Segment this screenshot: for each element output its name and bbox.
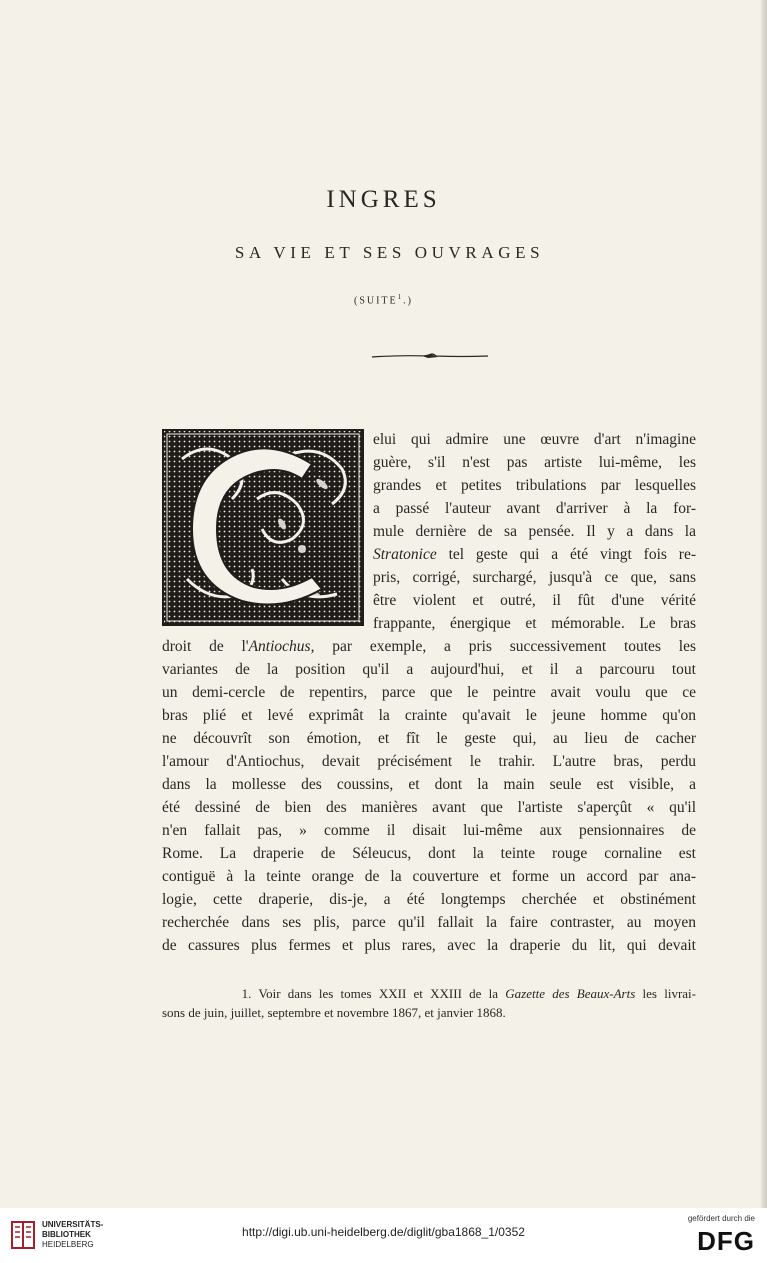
body-line-italic-start xyxy=(373,544,696,566)
dfg-logo[interactable]: DFG xyxy=(697,1226,755,1256)
body-line: recherchée dans ses plis, parce qu'il fallait la faire contraster, au moyen xyxy=(162,914,696,931)
library-line-1: UNIVERSITÄTS- xyxy=(42,1220,104,1229)
body-line: un demi-cercle de repentirs, parce que le peintre avait voulu que ce xyxy=(162,684,696,701)
body-line: Rome. La draperie de Séleucus, dont la teinte rouge cornaline est xyxy=(162,845,696,862)
body-line: frappante, énergique et mémorable. Le bras xyxy=(373,615,696,632)
journal-title: Gazette des Beaux-Arts xyxy=(505,986,636,1001)
suite-close: .) xyxy=(403,295,413,307)
painting-title: Antiochus, xyxy=(248,638,315,655)
body-line: a passé l'auteur avant d'arriver à la for- xyxy=(373,500,696,517)
body-line-rest: tel geste qui a été vingt fois re- xyxy=(448,546,696,563)
body-line: l'amour d'Antiochus, devait précisément le trahir. L'autre bras, perdu xyxy=(162,753,696,770)
ornamental-initial-C-icon xyxy=(162,429,364,626)
suite-label xyxy=(0,293,767,306)
viewer-footer xyxy=(0,1208,767,1263)
footnote-line: sons de juin, juillet, septembre et novembre 1867, et janvier 1868. xyxy=(162,1005,506,1020)
page-edge-shadow xyxy=(761,0,767,1208)
body-line: ne découvrît son émotion, et fît le geste qui, au lieu de cacher xyxy=(162,730,696,747)
painting-title: Stratonice xyxy=(373,546,437,563)
library-line-2: BIBLIOTHEK xyxy=(42,1230,91,1239)
body-line: pris, corrigé, surchargé, jusqu'à ce que, sans xyxy=(373,569,696,586)
body-line: mule dernière de sa pensée. Il y a dans la xyxy=(373,523,696,540)
body-line: variantes de la position qu'il a aujourd'hui, et il a parcouru tout xyxy=(162,661,696,678)
body-line: bras plié et levé exprimât la crainte qu'avait le jeune homme qu'on xyxy=(162,707,696,724)
body-line: être violent et outré, il fût d'une vérité xyxy=(373,592,696,609)
footnote-marker: 1 xyxy=(397,293,404,301)
decorative-rule-icon xyxy=(370,350,490,362)
body-line: contiguë à la teinte orange de la couverture et forme un accord par ana- xyxy=(162,868,696,885)
body-line-with-italic: droit de l'Antiochus, par exemple, a pris successivement toutes les xyxy=(162,638,696,655)
article-subtitle: SA VIE ET SES OUVRAGES xyxy=(234,243,545,262)
body-line: elui qui admire une œuvre d'art n'imagine xyxy=(373,431,696,448)
source-url-link[interactable]: http://digi.ub.uni-heidelberg.de/diglit/gba1868_1/0352 xyxy=(242,1225,525,1239)
body-line: guère, s'il n'est pas artiste lui-même, les xyxy=(373,454,696,471)
library-line-3: HEIDELBERG xyxy=(42,1240,94,1249)
footnote-line: 1. Voir dans les tomes XXII et XXIII de la Gazette des Beaux-Arts les livrai- xyxy=(162,986,696,1001)
body-line: été dessiné de bien des manières avant que l'artiste s'aperçût « qu'il xyxy=(162,799,696,816)
body-line: de cassures plus fermes et plus rares, avec la draperie du lit, qui devait xyxy=(162,937,696,954)
body-line: dans la mollesse des coussins, et dont la main seule est visible, a xyxy=(162,776,696,793)
body-line: logie, cette draperie, dis-je, a été longtemps cherchée et obstinément xyxy=(162,891,696,908)
body-line: n'en fallait pas, » comme il disait lui-même aux pensionnaires de xyxy=(162,822,696,839)
body-line: grandes et petites tribulations par lesquelles xyxy=(373,477,696,494)
article-title: INGRES xyxy=(326,186,441,213)
funding-caption: gefördert durch die xyxy=(687,1214,755,1223)
suite-text: (SUITE xyxy=(353,295,398,307)
